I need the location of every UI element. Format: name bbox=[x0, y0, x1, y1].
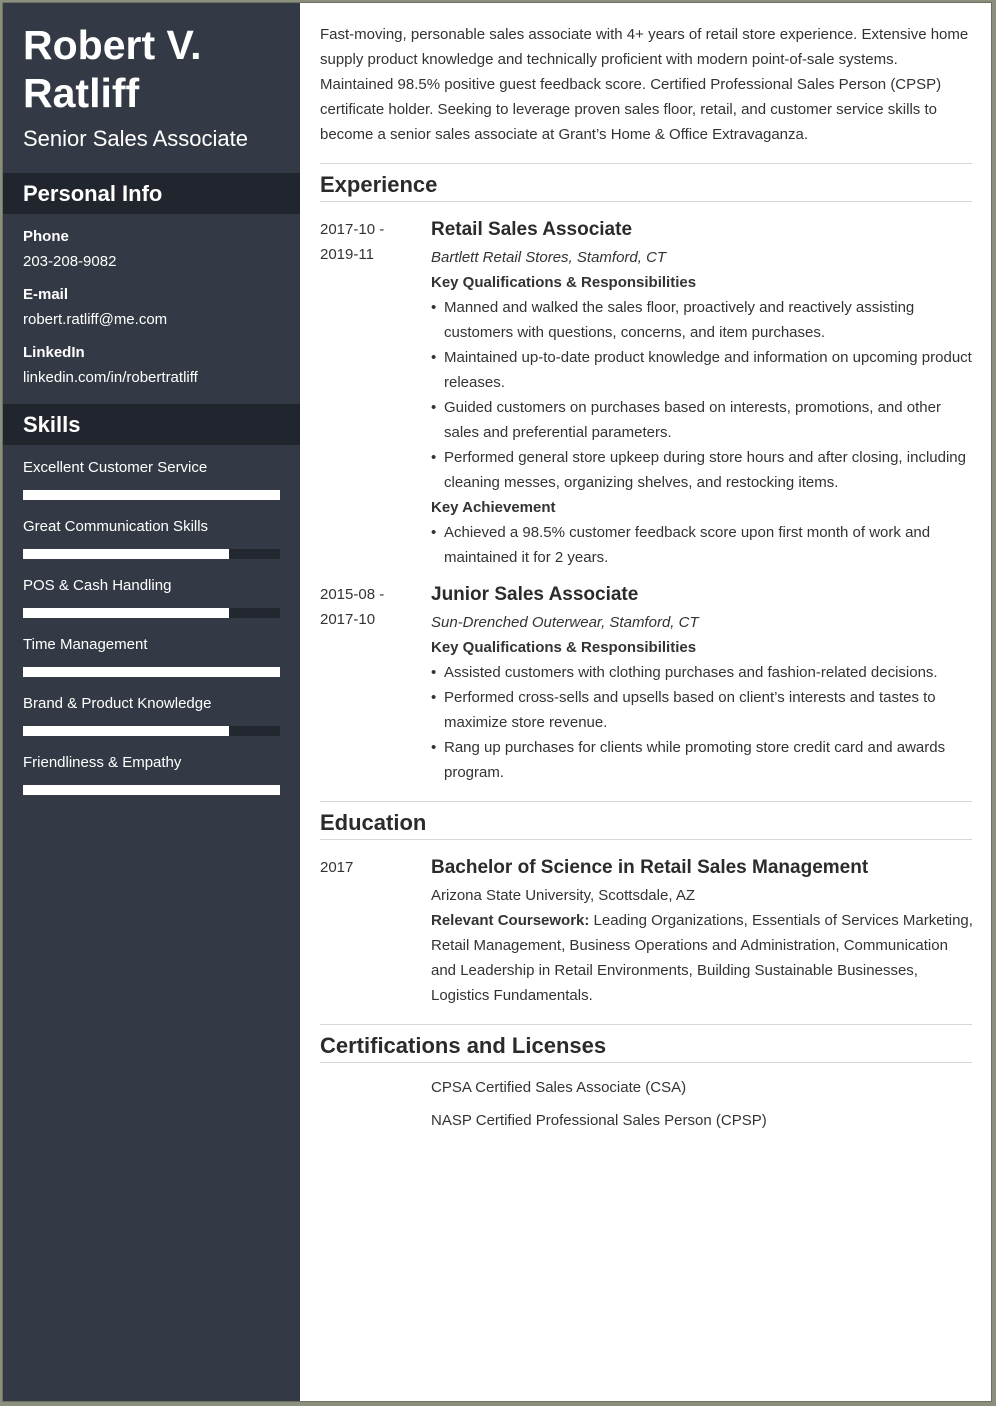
entry-body bbox=[431, 855, 976, 1008]
certifications-heading: Certifications and Licenses bbox=[320, 1024, 972, 1063]
education-heading: Education bbox=[320, 801, 972, 840]
achievement-list bbox=[431, 520, 976, 570]
contact-value: robert.ratliff@me.com bbox=[23, 311, 168, 328]
date-end: 2017-10 bbox=[320, 611, 376, 628]
contact-email bbox=[3, 285, 300, 330]
certification-item: CPSA Certified Sales Associate (CSA) bbox=[431, 1079, 687, 1096]
date-start: 2015-08 - bbox=[320, 586, 385, 603]
skill-bar-fill bbox=[23, 549, 229, 559]
skill-bar bbox=[23, 549, 280, 559]
skill-label: Friendliness & Empathy bbox=[23, 754, 182, 771]
entry-body bbox=[431, 1078, 976, 1131]
degree: Bachelor of Science in Retail Sales Management bbox=[431, 857, 869, 878]
list-item: • Rang up purchases for clients while promoting store credit card and awards program. bbox=[431, 735, 976, 785]
school: Arizona State University, Scottsdale, AZ bbox=[431, 887, 696, 904]
list-item: • Performed general store upkeep during store hours and after closing, including cleaning messes, organizing shelves, and restocking items. bbox=[431, 445, 976, 495]
skill-item bbox=[3, 576, 300, 618]
contact-linkedin bbox=[3, 343, 300, 388]
skill-bar bbox=[23, 490, 280, 500]
coursework bbox=[431, 908, 976, 1008]
skill-item bbox=[3, 635, 300, 677]
skill-item bbox=[3, 694, 300, 736]
qualifications-label: Key Qualifications & Responsibilities bbox=[431, 639, 697, 656]
list-item: • Achieved a 98.5% customer feedback score upon first month of work and maintained it for 2 years. bbox=[431, 520, 976, 570]
experience-heading: Experience bbox=[320, 163, 972, 202]
date-end: 2019-11 bbox=[320, 246, 374, 263]
resume-page bbox=[2, 2, 992, 1402]
responsibility-list bbox=[431, 660, 976, 785]
skill-bar-fill bbox=[23, 667, 280, 677]
skill-bar bbox=[23, 726, 280, 736]
skill-item bbox=[3, 753, 300, 795]
responsibility-list bbox=[431, 295, 976, 495]
skill-bar-fill bbox=[23, 785, 280, 795]
sidebar bbox=[3, 3, 300, 1401]
coursework-text: Leading Organizations, Essentials of Services Marketing, Retail Management, Business Operations and Administration, Communication and Leadership in Retail Environments, Building Sustainable Businesses, Logistics Fundamentals. bbox=[431, 912, 973, 1004]
qualifications-label: Key Qualifications & Responsibilities bbox=[431, 274, 697, 291]
skill-bar bbox=[23, 608, 280, 618]
contact-phone bbox=[3, 227, 300, 272]
job-title: Senior Sales Associate bbox=[23, 126, 249, 151]
candidate-name: Robert V. Ratliff bbox=[23, 22, 202, 116]
certification-item: NASP Certified Professional Sales Person (CPSP) bbox=[431, 1112, 767, 1129]
skill-label: Brand & Product Knowledge bbox=[23, 695, 212, 712]
entry-body bbox=[431, 582, 976, 785]
achievement-label: Key Achievement bbox=[431, 499, 556, 516]
date-start: 2017-10 - bbox=[320, 221, 385, 238]
skill-bar-fill bbox=[23, 608, 229, 618]
skill-item bbox=[3, 458, 300, 500]
coursework-label: Relevant Coursework: bbox=[431, 912, 590, 929]
entry-date: 2017 bbox=[320, 859, 354, 876]
skill-label: Great Communication Skills bbox=[23, 518, 209, 535]
contact-label: LinkedIn bbox=[23, 344, 85, 361]
personal-info-heading: Personal Info bbox=[3, 173, 300, 214]
job-title: Retail Sales Associate bbox=[431, 219, 633, 240]
skill-label: Time Management bbox=[23, 636, 148, 653]
list-item: • Assisted customers with clothing purchases and fashion-related decisions. bbox=[431, 660, 976, 685]
contact-value: linkedin.com/in/robertratliff bbox=[23, 369, 198, 386]
job-title: Junior Sales Associate bbox=[431, 584, 639, 605]
list-item: • Performed cross-sells and upsells based on client’s interests and tastes to maximize store revenue. bbox=[431, 685, 976, 735]
list-item: • Manned and walked the sales floor, proactively and reactively assisting customers with questions, concerns, and item purchases. bbox=[431, 295, 976, 345]
company: Bartlett Retail Stores, Stamford, CT bbox=[431, 249, 667, 266]
skill-label: Excellent Customer Service bbox=[23, 459, 208, 476]
profile-summary: Fast-moving, personable sales associate with 4+ years of retail store experience. Extensive home supply product knowledge and technically proficient with modern point-of-sale systems. Maintained 98.5% positive guest feedback score. Certified Professional Sales Person (CPSP) certificate holder. Seeking to leverage proven sales floor, retail, and customer service skills to become a senior sales associate at Grant’s Home & Office Extravaganza. bbox=[320, 26, 969, 143]
skill-bar bbox=[23, 667, 280, 677]
skill-bar-fill bbox=[23, 490, 280, 500]
entry-date bbox=[320, 217, 420, 267]
contact-label: E-mail bbox=[23, 286, 69, 303]
company: Sun-Drenched Outerwear, Stamford, CT bbox=[431, 614, 699, 631]
skill-bar bbox=[23, 785, 280, 795]
skills-heading: Skills bbox=[3, 404, 300, 445]
list-item: • Maintained up-to-date product knowledge and information on upcoming product releases. bbox=[431, 345, 976, 395]
contact-value: 203-208-9082 bbox=[23, 253, 117, 270]
contact-label: Phone bbox=[23, 228, 69, 245]
list-item: • Guided customers on purchases based on interests, promotions, and other sales and preferential parameters. bbox=[431, 395, 976, 445]
skill-label: POS & Cash Handling bbox=[23, 577, 172, 594]
main-content bbox=[300, 3, 992, 1401]
entry-date bbox=[320, 582, 420, 632]
skill-bar-fill bbox=[23, 726, 229, 736]
skill-item bbox=[3, 517, 300, 559]
entry-body bbox=[431, 217, 976, 570]
